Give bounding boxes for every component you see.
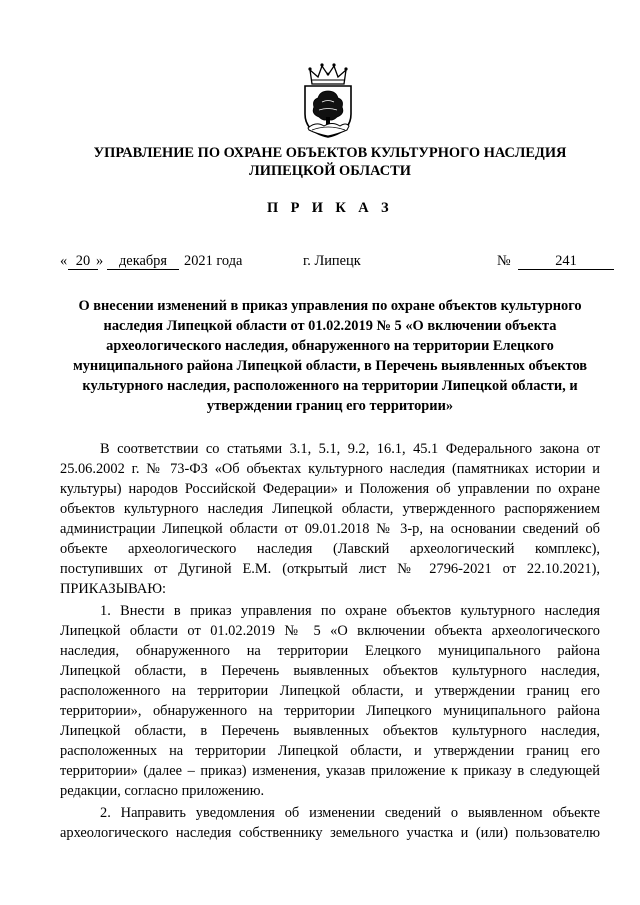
body-text-line: Липецкой области, в Перечень выявленных объектов культурного наследия, — [60, 723, 600, 739]
body-text-line: Липецкой области, в Перечень выявленных объектов культурного наследия, — [60, 663, 600, 679]
date-quote-open: « — [60, 253, 68, 269]
title-line: наследия Липецкой области от 01.02.2019 № 5 «О включении объекта — [103, 318, 557, 334]
body-text-line: территории», обнаруженного на территории Липецкого муниципального района — [60, 703, 600, 719]
body-text-line: 25.06.2002 г. № 73-ФЗ «Об объектах культурного наследия (памятниках истории и — [60, 461, 600, 477]
body-text-line: поступивших от Дугиной Е.М. (открытый лист № 2796-2021 от 22.10.2021), — [60, 561, 600, 577]
title-line: археологического наследия, обнаруженного на территории Елецкого — [106, 338, 554, 354]
date-quote-close: » — [96, 253, 104, 269]
lipetsk-coat-of-arms-icon — [300, 62, 356, 138]
body-text-line: Липецкой области от 01.02.2019 № 5 «О включении объекта археологического — [60, 623, 600, 639]
body-text-line: археологического наследия собственнику земельного участка и (или) пользователю — [60, 825, 600, 841]
title-line: утверждении границ его территории» — [206, 398, 454, 414]
order-day: 20 — [68, 253, 98, 270]
organization-name-line-2: ЛИПЕЦКОЙ ОБЛАСТИ — [249, 163, 411, 179]
body-text-line: редакции, согласно приложению. — [60, 783, 265, 799]
body-text-line: 1. Внести в приказ управления по охране объектов культурного наследия — [100, 603, 600, 619]
body-text-line: 2. Направить уведомления об изменении сведений о выявленном объекте — [100, 805, 600, 821]
order-city: г. Липецк — [303, 253, 361, 269]
body-text-line: расположенного на территории Липецкой области, и утверждении границ его — [60, 683, 600, 699]
body-text-line: расположенных на территории Липецкой области, и утверждении границ его — [60, 743, 600, 759]
order-number: 241 — [518, 253, 614, 270]
body-text-line: объектов культурного наследия Липецкой области, утвержденного распоряжением — [60, 501, 600, 517]
orders-keyword: ПРИКАЗЫВАЮ: — [60, 581, 167, 597]
order-number-sign: № — [497, 253, 511, 269]
body-text-line: территории» (далее – приказ) изменения, указав приложение к приказу в следующей — [60, 763, 600, 779]
body-text-line: В соответствии со статьями 3.1, 5.1, 9.2, 16.1, 45.1 Федерального закона от — [100, 441, 600, 457]
body-text-line: администрации Липецкой области от 09.01.2018 № 3-р, на основании сведений об — [60, 521, 600, 537]
document-type-heading: П Р И К А З — [267, 200, 393, 216]
title-line: культурного наследия, расположенного на территории Липецкой области, и — [82, 378, 578, 394]
organization-name-line-1: УПРАВЛЕНИЕ ПО ОХРАНЕ ОБЪЕКТОВ КУЛЬТУРНОГО НАСЛЕДИЯ — [93, 145, 567, 161]
title-line: О внесении изменений в приказ управления по охране объектов культурного — [78, 298, 582, 314]
order-month: декабря — [107, 253, 179, 270]
body-text-line: наследия, обнаруженного на территории Елецкого муниципального района — [60, 643, 600, 659]
body-text-line: объекте археологического наследия (Лавский археологический комплекс), — [60, 541, 600, 557]
order-year: 2021 года — [184, 253, 243, 269]
title-line: муниципального района Липецкой области, в Перечень выявленных объектов — [72, 358, 588, 374]
body-text-line: культуры) народов Российской Федерации» и Положения об управлении по охране — [60, 481, 600, 497]
